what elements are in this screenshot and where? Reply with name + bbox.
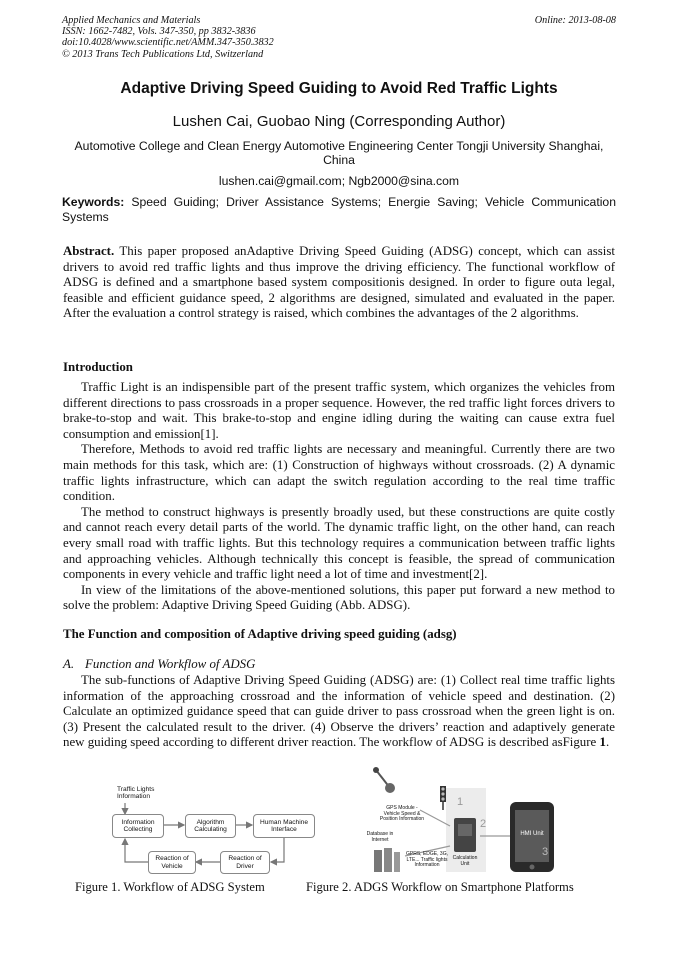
calculation-unit-label: Calculation Unit [452, 855, 478, 867]
hmi-box: Human Machine Interface [253, 814, 315, 838]
figure-reference[interactable]: 1 [599, 735, 606, 750]
subsection-title: Function and Workflow of ADSG [85, 657, 256, 671]
figure-2-caption: Figure 2. ADGS Workflow on Smartphone Platforms [306, 880, 574, 894]
intro-paragraph: In view of the limitations of the above-mentioned solutions, this paper put forward a new method to solve the problem: Adaptive Driving Speed Guiding (Abb. ADSG). [63, 582, 615, 613]
figure-1-workflow [112, 784, 322, 878]
copyright-line: © 2013 Trans Tech Publications Ltd, Switzerland [62, 48, 264, 60]
network-label: GPRS, EDGE, 3G, LTE... Traffic lights Information [406, 851, 448, 869]
doi-line[interactable]: doi:10.4028/www.scientific.net/AMM.347-350.3832 [62, 37, 274, 49]
hmi-to-driver-arrow [271, 838, 284, 862]
function-section-heading: The Function and composition of Adaptive driving speed guiding (adsg) [63, 627, 457, 641]
step-number: 1 [456, 796, 464, 808]
step-number: 3 [541, 846, 549, 858]
traffic-light-icon [440, 786, 446, 810]
issn-line: ISSN: 1662-7482, Vols. 347-350, pp 3832-3836 [62, 26, 256, 38]
intro-paragraph: Therefore, Methods to avoid red traffic lights are necessary and meaningful. Currently there are two main methods for this task, which are: (1) Construction of highways without crossroads. (2) A dynamic traffic lights infrastructure, which can adapt the switch regulation according to the real time traffic condition. [63, 442, 615, 504]
paper-title: Adaptive Driving Speed Guiding to Avoid Red Traffic Lights [120, 80, 558, 97]
database-label: Database in Internet [366, 831, 394, 843]
subsection-number: A. [63, 657, 75, 671]
keywords-text: Speed Guiding; Driver Assistance Systems; Energie Saving; Vehicle Communication Systems [62, 195, 616, 224]
author-emails[interactable]: lushen.cai@gmail.com; Ngb2000@sina.com [218, 174, 460, 188]
keywords [62, 195, 616, 224]
intro-paragraph: The method to construct highways is presently broadly used, but these constructions are quite costly and cannot reach every detail parts of the world. The dynamic traffic light, on the other hand, can reach every small road with traffic lights. But this technology requires a communication between traffic lights and approaching vehicles. Although technically this concept is feasible, the spread of communication components in every vehicle and traffic light need a lot of time and investment[2]. [63, 504, 615, 582]
satellite-icon [373, 767, 395, 793]
traffic-lights-input-label: Traffic Lights Information [117, 783, 167, 803]
journal-name: Applied Mechanics and Materials [62, 15, 201, 26]
affiliation: Automotive College and Clean Energy Automotive Engineering Center Tongji University Shanghai, China [74, 139, 604, 167]
figure-2-smartphone-workflow [360, 766, 570, 878]
introduction-body [63, 380, 615, 614]
function-paragraph [63, 673, 615, 751]
function-paragraph-text: The sub-functions of Adaptive Driving Speed Guiding (ADSG) are: (1) Collect real time traffic lights information of the approaching crossroad and the information of vehicle speed and destination. (2) Calculate an optimized guidance speed that can guide driver to pass crossroad when the green light is on. (3) Present the calculated result to the driver. (4) Observe the drivers’ reaction and adaptively generate new guiding speed according to different driver reaction. The workflow of ADSG is described asFigure [63, 673, 615, 750]
hmi-unit-label: HMI Unit [520, 831, 544, 837]
reaction-of-vehicle-box: Reaction of Vehicle [148, 851, 196, 874]
step-number: 2 [479, 818, 487, 830]
function-paragraph-end: . [605, 735, 610, 750]
online-date: Online: 2013-08-08 [534, 15, 616, 26]
subsection-heading [63, 657, 255, 672]
reaction-of-driver-box: Reaction of Driver [220, 851, 270, 874]
abstract-label: Abstract. [63, 244, 115, 258]
algorithm-calculating-box: Algorithm Calculating [185, 814, 236, 838]
information-collecting-box: Information Collecting [112, 814, 164, 838]
journal-header [62, 15, 616, 60]
vehicle-to-collect-arrow [125, 839, 148, 862]
figure-1-caption: Figure 1. Workflow of ADSG System [75, 880, 265, 894]
keywords-label: Keywords: [62, 195, 125, 209]
server-icon [374, 848, 400, 872]
abstract-text: This paper proposed anAdaptive Driving Speed Guiding (ADSG) concept, which can assist drivers to avoid red traffic lights and thus improve the driving efficiency. The functional workflow of ADSG is defined and a smartphone based system compositionis designed. In order to figure outa legal, feasible and efficient guidance speed, 2 algorithms are designed, simulated and evaluated in the paper. After the evaluation a control strategy is raised, which combines the advantages of the 2 algorithms. [63, 244, 615, 321]
introduction-heading: Introduction [63, 360, 133, 374]
authors: Lushen Cai, Guobao Ning (Corresponding Author) [172, 113, 506, 130]
abstract [63, 244, 615, 322]
gps-module-label: GPS Module - Vehicle Speed & Position Information [379, 805, 425, 823]
function-body [63, 673, 615, 751]
intro-paragraph: Traffic Light is an indispensible part of the present traffic system, which organizes the vehicles from different directions to pass crossroads in a proper sequence. However, the red traffic light forces drivers to brake-to-stop and wait. This brake-to-stop and engine idling during the waiting can cause extra fuel consumption and emission[1]. [63, 380, 615, 441]
